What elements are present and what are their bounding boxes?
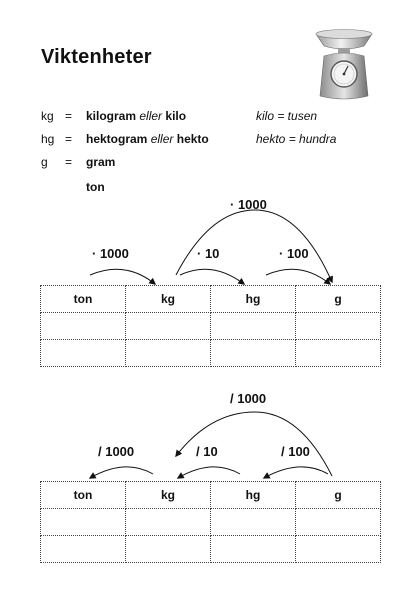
table-cell[interactable] bbox=[126, 509, 211, 536]
op-label-ton-kg: · 1000 bbox=[92, 246, 129, 261]
unit-alt-name: kilo bbox=[165, 109, 187, 123]
table-row bbox=[41, 313, 381, 340]
table-cell[interactable] bbox=[41, 340, 126, 367]
unit-name: kilogram bbox=[86, 109, 137, 123]
page-title: Viktenheter bbox=[41, 46, 152, 68]
unit-abbr: g bbox=[41, 155, 48, 169]
op-label-kg-g: · 1000 bbox=[230, 197, 267, 212]
table-header-row bbox=[41, 482, 381, 509]
table-cell[interactable] bbox=[41, 536, 126, 563]
unit-abbr: kg bbox=[41, 109, 54, 123]
table-cell[interactable] bbox=[41, 313, 126, 340]
op-label-g-kg: / 1000 bbox=[230, 391, 267, 406]
header-hg: hg bbox=[211, 286, 296, 313]
arrow-kg-to-hg bbox=[180, 269, 244, 284]
unit-name: hektogram bbox=[86, 132, 148, 146]
table-cell[interactable] bbox=[126, 313, 211, 340]
op-label-hg-kg: / 10 bbox=[196, 444, 218, 459]
table-cell[interactable] bbox=[211, 509, 296, 536]
table-cell[interactable] bbox=[211, 536, 296, 563]
op-label-g-hg: / 100 bbox=[281, 444, 310, 459]
op-label-kg-ton: / 1000 bbox=[98, 444, 135, 459]
arrow-g-to-hg bbox=[264, 467, 328, 478]
unit-fullname bbox=[86, 131, 209, 147]
extra-unit-ton: ton bbox=[86, 180, 105, 194]
unit-connector: eller bbox=[150, 132, 174, 146]
prefix-note: hekto = hundra bbox=[256, 132, 337, 146]
kitchen-scale-icon bbox=[308, 24, 380, 104]
divide-table bbox=[40, 481, 381, 563]
op-label-hg-g: · 100 bbox=[279, 246, 309, 261]
header-g: g bbox=[296, 286, 381, 313]
table-cell[interactable] bbox=[296, 536, 381, 563]
header-hg: hg bbox=[211, 482, 296, 509]
table-cell[interactable] bbox=[296, 509, 381, 536]
table-header-row bbox=[41, 286, 381, 313]
arrow-hg-to-g bbox=[266, 269, 330, 284]
table-cell[interactable] bbox=[296, 340, 381, 367]
table-cell[interactable] bbox=[211, 313, 296, 340]
arrow-ton-to-kg bbox=[90, 269, 155, 284]
table-cell[interactable] bbox=[41, 509, 126, 536]
table-cell[interactable] bbox=[126, 536, 211, 563]
unit-abbr: hg bbox=[41, 132, 55, 146]
op-label-kg-hg: · 10 bbox=[197, 246, 220, 261]
header-g: g bbox=[296, 482, 381, 509]
table-row bbox=[41, 340, 381, 367]
arrow-kg-to-ton bbox=[90, 467, 153, 478]
table-row bbox=[41, 536, 381, 563]
unit-alt-name: hekto bbox=[176, 132, 209, 146]
multiply-table bbox=[40, 285, 381, 367]
table-row bbox=[41, 509, 381, 536]
arrow-hg-to-kg bbox=[178, 467, 240, 478]
table-cell[interactable] bbox=[296, 313, 381, 340]
equals-sign: = bbox=[65, 132, 73, 146]
header-kg: kg bbox=[126, 482, 211, 509]
unit-fullname bbox=[86, 108, 186, 124]
table-cell[interactable] bbox=[126, 340, 211, 367]
header-ton: ton bbox=[41, 482, 126, 509]
unit-connector: eller bbox=[139, 109, 163, 123]
header-ton: ton bbox=[41, 286, 126, 313]
unit-name: gram bbox=[86, 155, 116, 169]
equals-sign: = bbox=[65, 109, 73, 123]
unit-fullname bbox=[86, 154, 115, 170]
prefix-note: kilo = tusen bbox=[256, 109, 318, 123]
equals-sign: = bbox=[65, 155, 73, 169]
table-cell[interactable] bbox=[211, 340, 296, 367]
header-kg: kg bbox=[126, 286, 211, 313]
